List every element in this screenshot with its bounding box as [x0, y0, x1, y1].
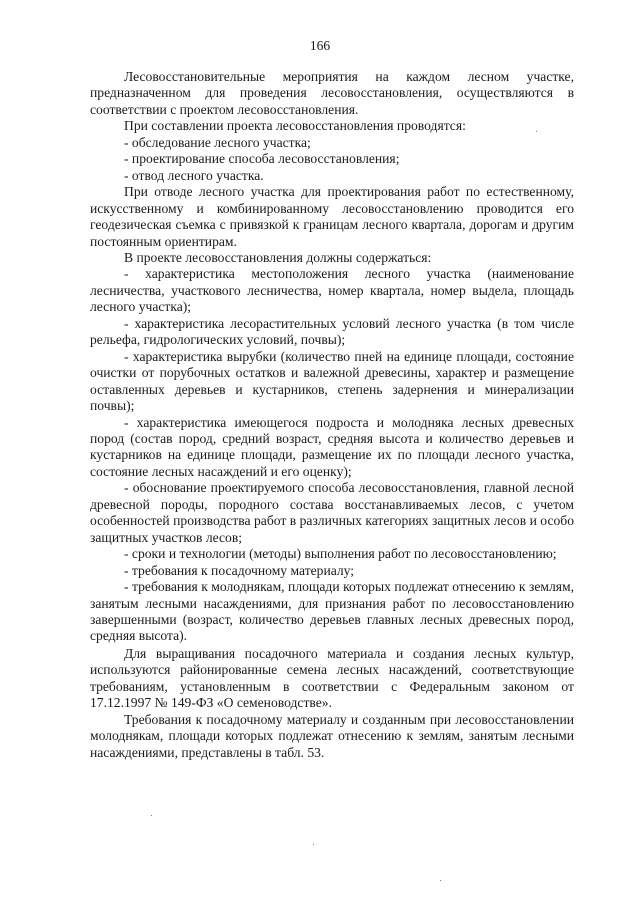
list-item-method-design: - проектирование способа лесовосстановления; [124, 151, 400, 167]
paragraph-reforestation-measures: Лесовосстановительные мероприятия на каждом лесном участке, предназначенном для проведения лесовосстановления, осуществляются в соответствии с проектом лесовосстановления. [90, 69, 574, 117]
page-number: 166 [309, 38, 331, 53]
list-item-undergrowth: - характеристика имеющегося подроста и молодняка лесных древесных пород (состав пород, средний возраст, средняя высота и количество деревьев и кустарников на единице площади, размещение их по площади лесного участка, состояние лесных насаждений и его оценку); [90, 414, 574, 479]
paragraph-requirements-table-ref: Требования к посадочному материалу и созданным при лесовосстановлении молоднякам, площади которых подлежат отнесению к землям, занятым лесными насаждениями, представлены в табл. 53. [90, 711, 574, 760]
paragraph-geodetic-survey: При отводе лесного участка для проектирования работ по естественному, искусственному и комбинированному лесовосстановлению проводится его геодезическая съемка с привязкой к границам лесного квартала, дорогам и другим постоянным ориентирам. [90, 184, 574, 249]
paragraph-project-contents-intro: В проекте лесовосстановления должны содержаться: [124, 249, 432, 265]
list-item-method-justification: - обоснование проектируемого способа лесовосстановления, главной лесной древесной породы, породного состава восстанавливаемых лесов, с учетом особенностей производства работ в различных категориях защитных лесов и особо защитных участков лесов; [90, 480, 574, 545]
list-item-planting-material: - требования к посадочному материалу; [124, 562, 355, 578]
list-item-site-allotment: - отвод лесного участка. [124, 167, 264, 183]
scan-speck [151, 815, 152, 816]
scan-speck [313, 844, 314, 845]
scan-speck [536, 131, 537, 132]
list-item-timing: - сроки и технологии (методы) выполнения работ по лесовосстановлению; [124, 546, 557, 562]
list-item-young-stands: - требования к молоднякам, площади которых подлежат отнесению к землям, занятым лесными насаждениями, для признания работ по лесовосстановлению завершенными (возраст, количество деревьев главных лесных древесных пород, средняя высота). [90, 579, 574, 644]
list-item-location: - характеристика местоположения лесного участка (наименование лесничества, участкового лесничества, номер квартала, номер выдела, площадь лесного участка); [90, 266, 574, 315]
body-text [90, 69, 574, 761]
paragraph-seeds: Для выращивания посадочного материала и создания лесных культур, используются районированные семена лесных насаждений, соответствующие требованиям, установленным в соответствии с Федеральным законом от 17.12.1997 № 149-ФЗ «О семеноводстве». [90, 645, 574, 711]
list-item-clearcut: - характеристика вырубки (количество пней на единице площади, состояние очистки от порубочных остатков и валежной древесины, характер и размещение оставленных деревьев и кустарников, степень задернения и минерализации почвы); [90, 348, 574, 414]
list-item-site-survey: - обследование лесного участка; [124, 134, 311, 150]
list-item-growing-conditions: - характеристика лесорастительных условий лесного участка (в том числе рельефа, гидрологических условий, почвы); [90, 315, 574, 348]
scan-speck [440, 880, 441, 881]
paragraph-project-steps-intro: При составлении проекта лесовосстановления проводятся: [124, 118, 466, 134]
